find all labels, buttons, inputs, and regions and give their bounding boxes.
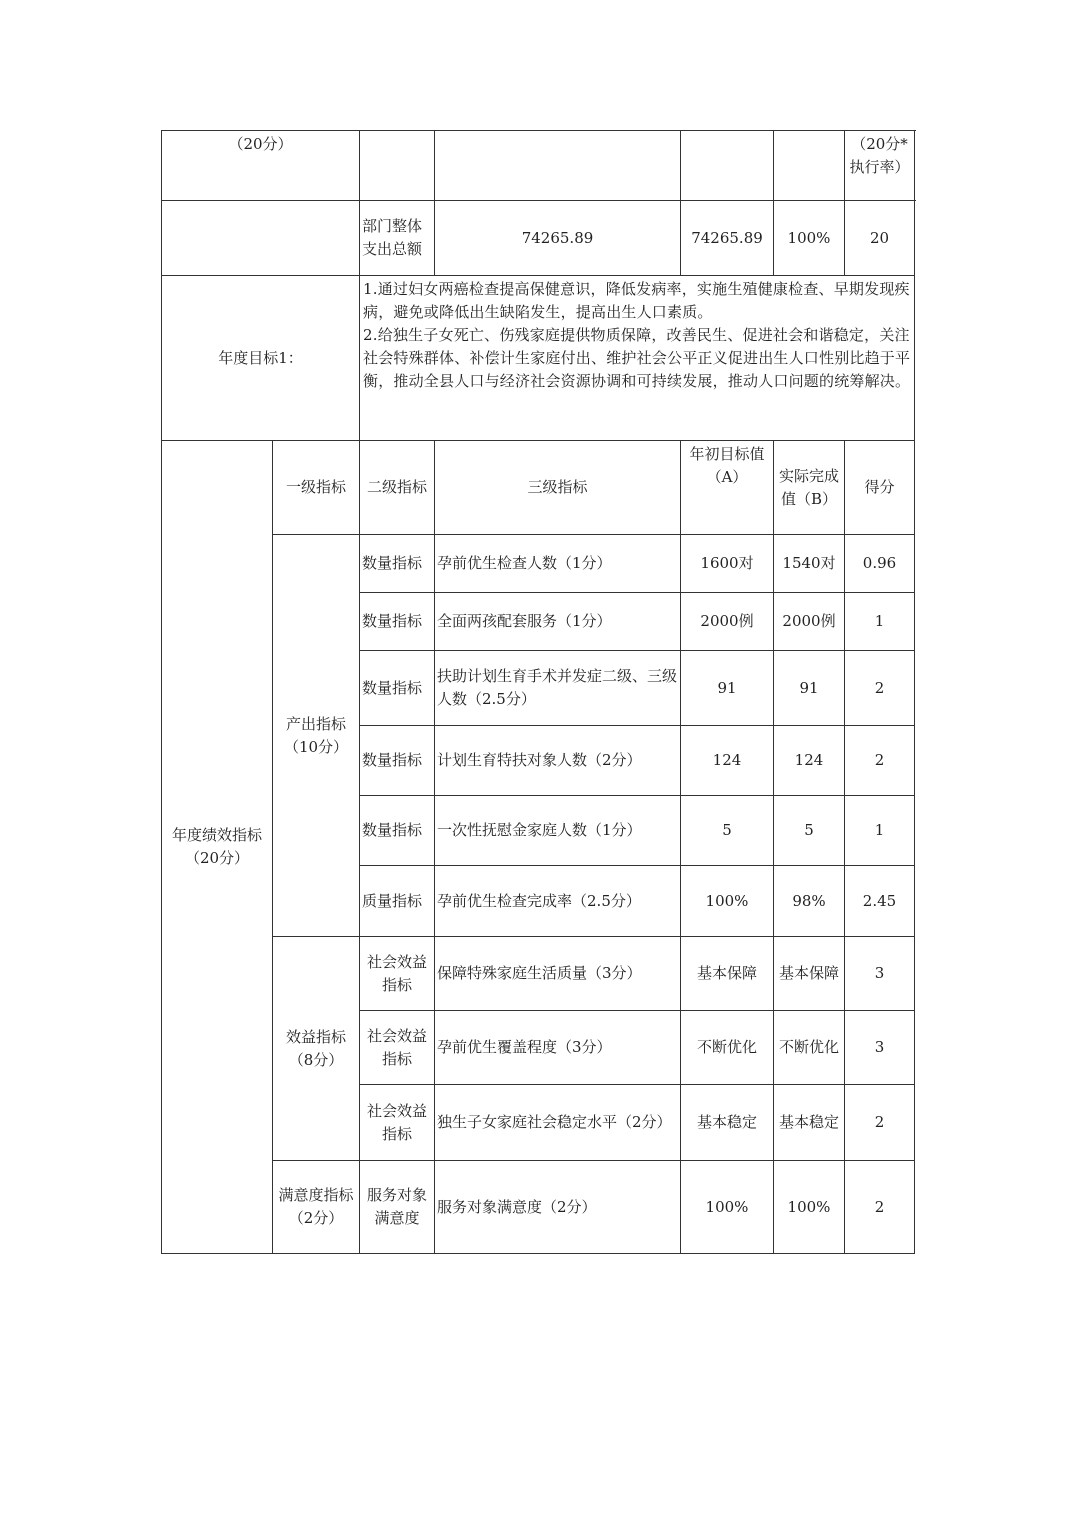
empty-cell [681,131,774,201]
empty-cell [162,201,360,276]
header-level1: 一级指标 [273,441,360,535]
score-cell: （20分） [162,131,360,201]
actual-cell: 98% [774,866,845,937]
formula-cell: （20分*执行率） [845,131,915,201]
actual-cell: 124 [774,726,845,796]
target-cell: 2000例 [681,593,774,651]
target-cell: 5 [681,796,774,866]
goal-line-1: 1.通过妇女两癌检查提高保健意识，降低发病率，实施生殖健康检查、早期发现疾病，避免或降低出生缺陷发生，提高出生人口素质。 [363,280,910,321]
goal-text [360,276,915,441]
l3-cell: 服务对象满意度（2分） [435,1161,681,1254]
l2-cell: 数量指标 [360,726,435,796]
goal-row [162,276,915,441]
actual-cell: 基本稳定 [774,1085,845,1161]
goal-line-2: 2.给独生子女死亡、伤残家庭提供物质保障，改善民生、促进社会和谐稳定，关注社会特殊群体、补偿计生家庭付出、维护社会公平正义促进出生人口性别比趋于平衡，推动全县人口与经济社会资源协调和可持续发展，推动人口问题的统筹解决。 [363,326,911,390]
total-score: 20 [845,201,915,276]
header-target: 年初目标值（A） [681,441,774,535]
l2-cell: 社会效益指标 [360,1011,435,1085]
score-cell: 1 [845,593,915,651]
total-actual: 74265.89 [681,201,774,276]
l3-cell: 孕前优生检查完成率（2.5分） [435,866,681,937]
header-level2: 二级指标 [360,441,435,535]
performance-table [161,130,915,1254]
total-budget: 74265.89 [435,201,681,276]
l3-cell: 计划生育特扶对象人数（2分） [435,726,681,796]
table-row [162,535,915,593]
target-cell: 124 [681,726,774,796]
target-cell: 不断优化 [681,1011,774,1085]
l2-cell: 数量指标 [360,535,435,593]
actual-cell: 5 [774,796,845,866]
l2-cell: 社会效益指标 [360,937,435,1011]
empty-cell [435,131,681,201]
group-benefit: 效益指标（8分） [273,937,360,1161]
l2-cell: 社会效益指标 [360,1085,435,1161]
header-level3: 三级指标 [435,441,681,535]
l3-cell: 孕前优生检查人数（1分） [435,535,681,593]
l2-cell: 质量指标 [360,866,435,937]
empty-cell [774,131,845,201]
l2-cell: 数量指标 [360,593,435,651]
score-cell: 2 [845,1161,915,1254]
score-cell: 1 [845,796,915,866]
total-rate: 100% [774,201,845,276]
score-cell: 2 [845,1085,915,1161]
score-cell: 2 [845,651,915,726]
header-score: 得分 [845,441,915,535]
table-row [162,1161,915,1254]
actual-cell: 2000例 [774,593,845,651]
target-cell: 91 [681,651,774,726]
empty-cell [360,131,435,201]
actual-cell: 91 [774,651,845,726]
actual-cell: 基本保障 [774,937,845,1011]
section-label: 年度绩效指标（20分） [162,441,273,1254]
total-label: 部门整体支出总额 [360,201,435,276]
target-cell: 100% [681,866,774,937]
l3-cell: 一次性抚慰金家庭人数（1分） [435,796,681,866]
group-satisfaction: 满意度指标（2分） [273,1161,360,1254]
l3-cell: 保障特殊家庭生活质量（3分） [435,937,681,1011]
actual-cell: 100% [774,1161,845,1254]
indicator-header-row [162,441,915,535]
l2-cell: 数量指标 [360,651,435,726]
target-cell: 100% [681,1161,774,1254]
header-actual: 实际完成值（B） [774,441,845,535]
actual-cell: 1540对 [774,535,845,593]
l2-cell: 数量指标 [360,796,435,866]
total-row [162,201,915,276]
l2-cell: 服务对象满意度 [360,1161,435,1254]
score-row [162,131,915,201]
actual-cell: 不断优化 [774,1011,845,1085]
score-cell: 3 [845,1011,915,1085]
score-cell: 0.96 [845,535,915,593]
l3-cell: 孕前优生覆盖程度（3分） [435,1011,681,1085]
l3-cell: 全面两孩配套服务（1分） [435,593,681,651]
goal-label: 年度目标1： [162,276,360,441]
target-cell: 1600对 [681,535,774,593]
target-cell: 基本保障 [681,937,774,1011]
target-cell: 基本稳定 [681,1085,774,1161]
score-cell: 3 [845,937,915,1011]
l3-cell: 扶助计划生育手术并发症二级、三级人数（2.5分） [435,651,681,726]
score-cell: 2.45 [845,866,915,937]
l3-cell: 独生子女家庭社会稳定水平（2分） [435,1085,681,1161]
score-cell: 2 [845,726,915,796]
table-row [162,937,915,1011]
group-output: 产出指标（10分） [273,535,360,937]
